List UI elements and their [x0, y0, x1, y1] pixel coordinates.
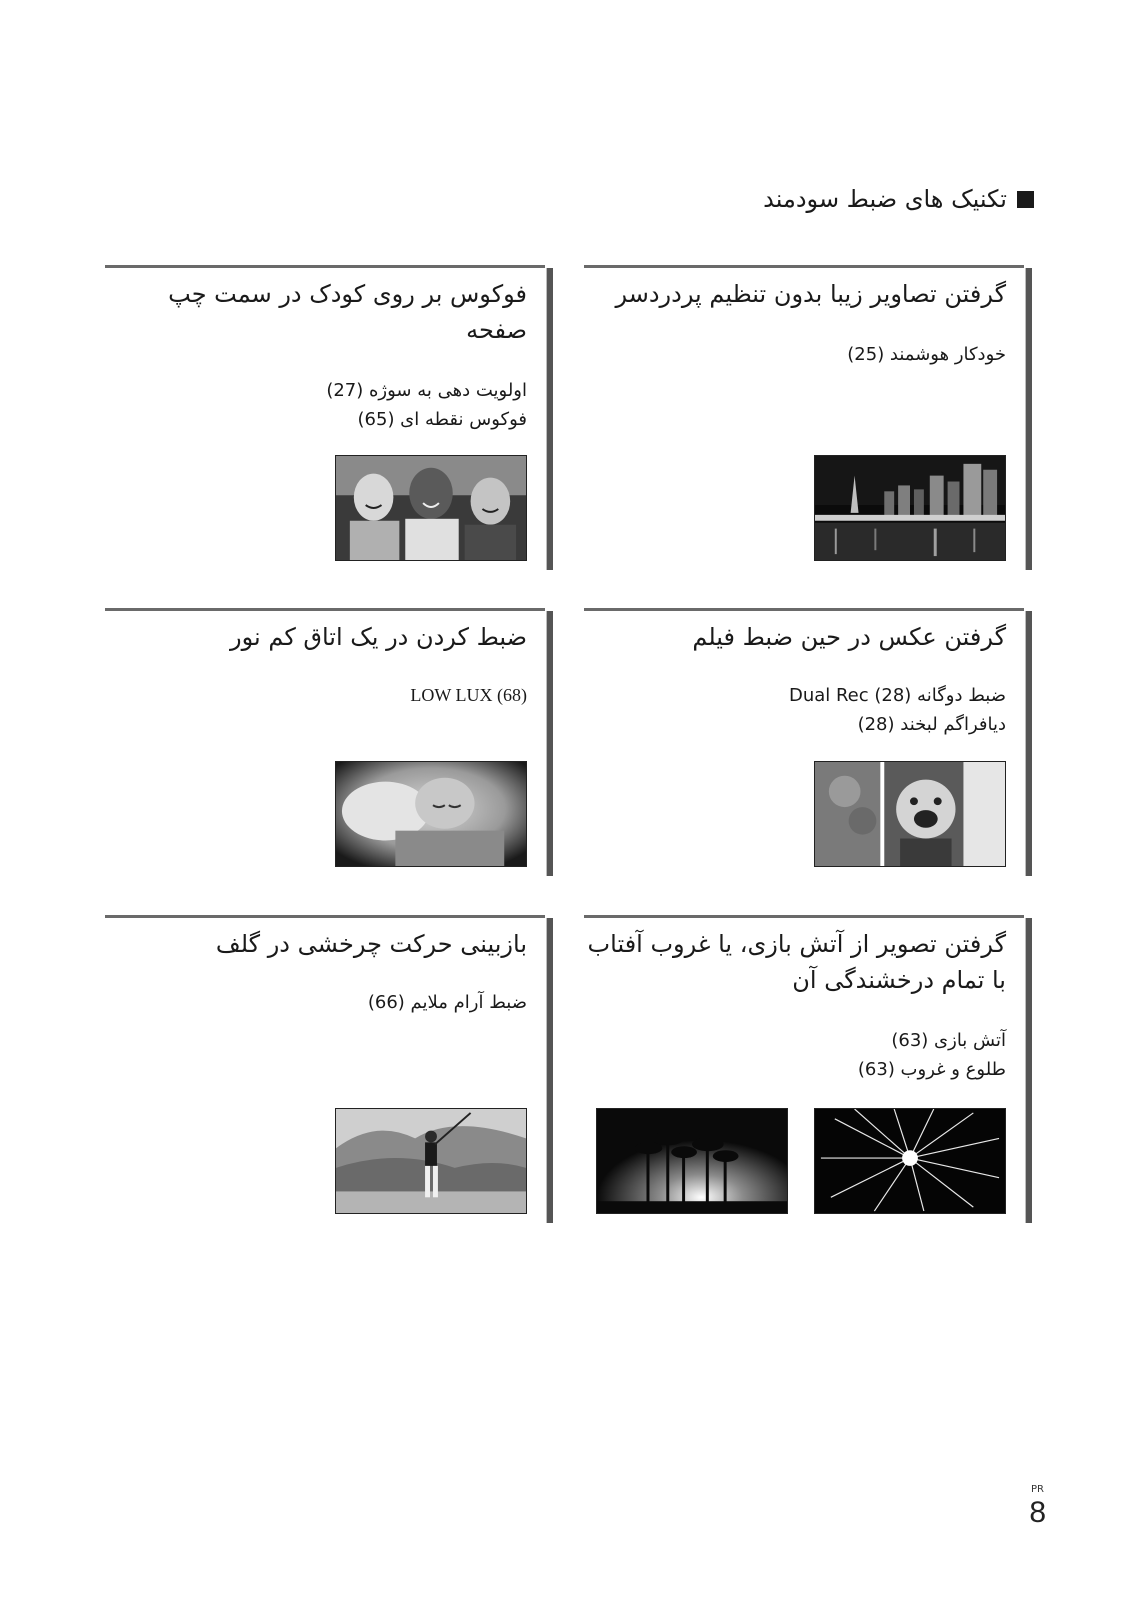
photo-night-city: [814, 455, 1006, 561]
feature-item: خودکار هوشمند (25): [847, 344, 1006, 365]
feature-box-dual-rec: [584, 608, 1024, 876]
feature-list: [584, 340, 1006, 369]
page-number: 8: [1029, 1496, 1046, 1529]
feature-item: طلوع و غروب (63): [857, 1059, 1006, 1080]
box-rule: [546, 611, 548, 876]
photo-children: [335, 455, 527, 561]
laughing-child-image: [815, 762, 1005, 866]
feature-list: [105, 988, 527, 1017]
section-title: تکنیک های ضبط سودمند: [763, 185, 1007, 213]
section-header: [634, 183, 1034, 215]
feature-box-face-priority: [105, 265, 545, 570]
box-title: بازبینی حرکت چرخشی در گلف: [215, 930, 527, 958]
photo-fireworks: [814, 1108, 1006, 1214]
feature-item: ضبط دوگانه Dual Rec (28): [788, 685, 1006, 706]
box-title: گرفتن تصاویر زیبا بدون تنظیم پردردسر: [615, 280, 1006, 308]
box-rule: [546, 268, 548, 570]
page-language-code: PR: [1031, 1484, 1044, 1495]
photo-palm-sunset: [596, 1108, 788, 1214]
box-rule: [1025, 611, 1027, 876]
feature-item: ضبط آرام ملایم (66): [367, 992, 527, 1013]
feature-box-low-lux: [105, 608, 545, 876]
box-rule: [1025, 918, 1027, 1223]
box-title: ضبط کردن در یک اتاق کم نور: [230, 623, 527, 651]
feature-item: دیافراگم لبخند (28): [857, 714, 1006, 735]
feature-item: آتش بازی (63): [891, 1030, 1006, 1051]
box-title: گرفتن عکس در حین ضبط فیلم: [692, 623, 1006, 651]
feature-list: [105, 681, 527, 710]
feature-box-fireworks-sunset: [584, 915, 1024, 1223]
feature-item: اولویت دهی به سوژه (27): [326, 380, 527, 401]
square-bullet-icon: [1017, 191, 1034, 208]
fireworks-image: [815, 1109, 1005, 1213]
feature-list: [105, 376, 527, 434]
photo-sleeping-child: [335, 761, 527, 867]
feature-list: [584, 681, 1006, 739]
box-rule: [1025, 268, 1027, 570]
feature-item: LOW LUX (68): [410, 685, 527, 705]
night-city-image: [815, 456, 1005, 560]
box-title: فوکوس بر روی کودک در سمت چپ صفحه: [168, 280, 527, 344]
feature-box-golf-shot: [105, 915, 545, 1223]
palm-sunset-image: [597, 1109, 787, 1213]
photo-laughing-child: [814, 761, 1006, 867]
golfer-image: [336, 1109, 526, 1213]
box-rule: [546, 918, 548, 1223]
feature-list: [584, 1026, 1006, 1084]
sleeping-child-image: [336, 762, 526, 866]
photo-golfer: [335, 1108, 527, 1214]
children-image: [336, 456, 526, 560]
feature-box-smart-auto: [584, 265, 1024, 570]
feature-item: فوکوس نقطه ای (65): [357, 409, 527, 430]
box-title: گرفتن تصویر از آتش بازی، یا غروب آفتاب با تمام درخشندگی آن: [587, 930, 1006, 994]
